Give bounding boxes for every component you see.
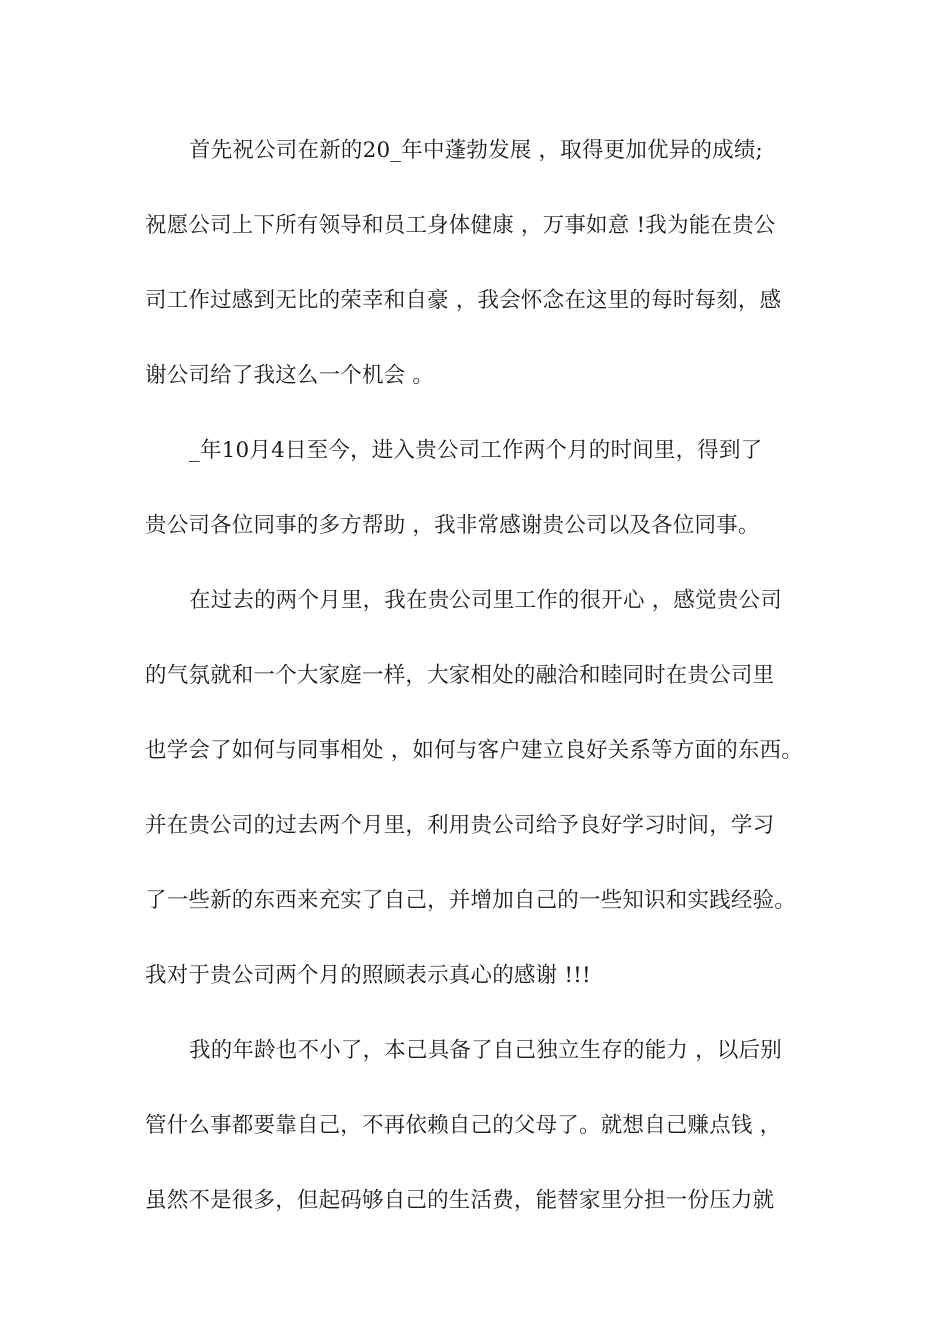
text-line-9: 也学会了如何与同事相处 ，如何与客户建立良好关系等方面的东西。: [145, 738, 804, 763]
text-line-5: _年10月4日至今，进入贵公司工作两个月的时间里，得到了: [189, 438, 763, 463]
text-line-6: 贵公司各位同事的多方帮助 ，我非常感谢贵公司以及各位同事。: [145, 513, 760, 538]
text-line-12: 我对于贵公司两个月的照顾表示真心的感谢 !!!: [145, 963, 591, 988]
text-line-8: 的气氛就和一个大家庭一样，大家相处的融洽和睦同时在贵公司里: [145, 663, 775, 688]
text-line-11: 了一些新的东西来充实了自己，并增加自己的一些知识和实践经验。: [145, 888, 797, 913]
text-line-10: 并在贵公司的过去两个月里，利用贵公司给予良好学习时间，学习: [145, 813, 775, 838]
text-line-2: 祝愿公司上下所有领导和员工身体健康 ，万事如意 !我为能在贵公: [145, 213, 776, 238]
text-line-15: 虽然不是很多，但起码够自己的生活费，能替家里分担一份压力就: [145, 1188, 775, 1213]
text-line-4: 谢公司给了我这么一个机会 。: [145, 363, 435, 388]
text-line-13: 我的年龄也不小了，本己具备了自己独立生存的能力 ，以后别: [189, 1038, 782, 1063]
text-line-7: 在过去的两个月里，我在贵公司里工作的很开心 ，感觉贵公司: [189, 588, 782, 613]
text-line-14: 管什么事都要靠自己，不再依赖自己的父母了。就想自己赚点钱 ，: [145, 1113, 782, 1138]
text-line-3: 司工作过感到无比的荣幸和自豪 ，我会怀念在这里的每时每刻，感: [145, 288, 782, 313]
text-line-1: 首先祝公司在新的20_年中蓬勃发展 ，取得更加优异的成绩;: [189, 138, 763, 163]
